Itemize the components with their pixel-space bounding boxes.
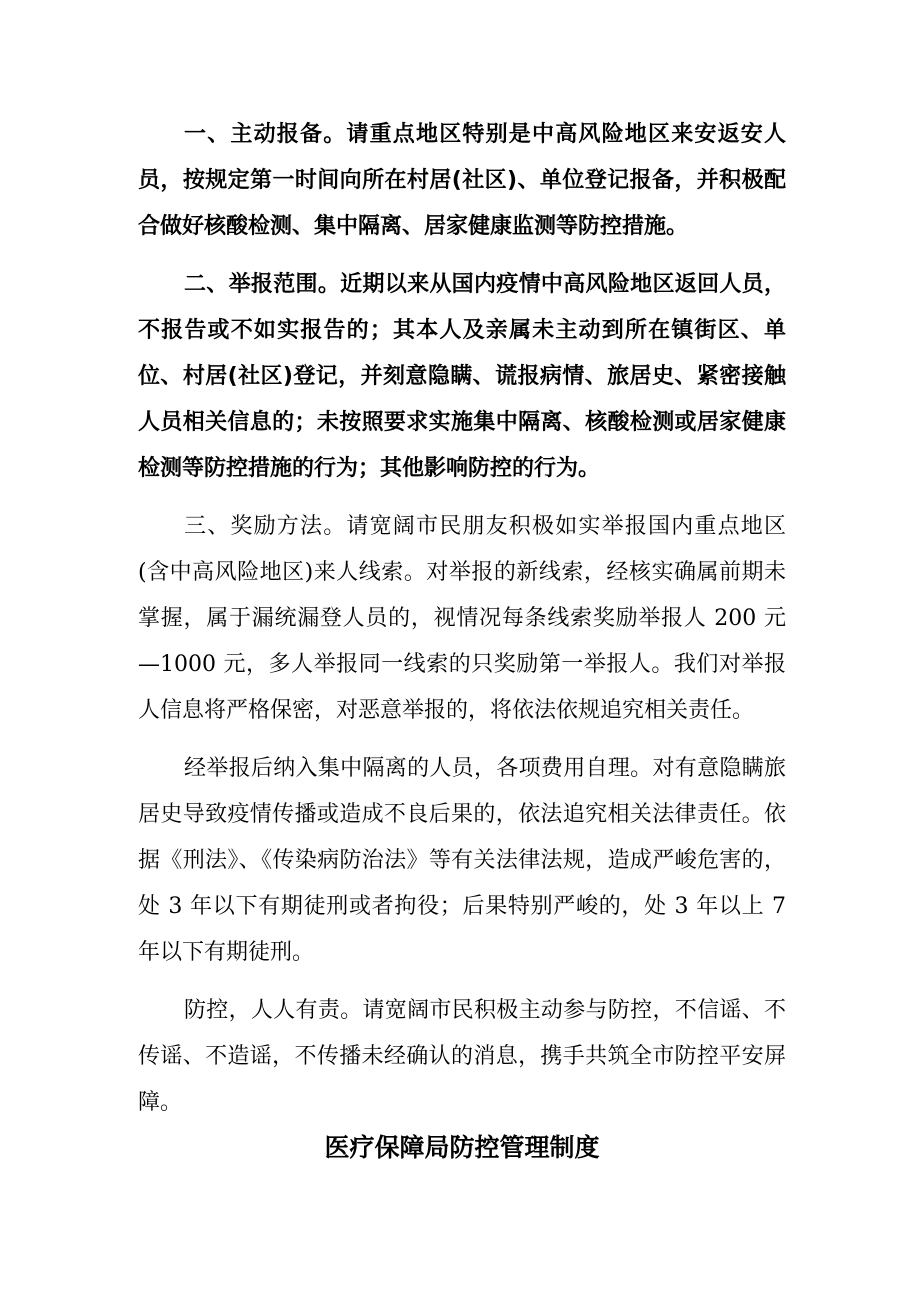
paragraph-reward-method: 三、奖励方法。请宽阔市民朋友积极如实举报国内重点地区(含中高风险地区)来人线索。对举报的新线索，经核实确属前期未掌握，属于漏统漏登人员的，视情况每条线索奖励举报人 200 元—1000 元，多人举报同一线索的只奖励第一举报人。我们对举报人信息将严格保密，对恶意举报的，将依法依规追究相关责任。 bbox=[138, 513, 786, 724]
paragraph-report-scope: 二、举报范围。近期以来从国内疫情中高风险地区返回人员，不报告或不如实报告的；其本人及亲属未主动到所在镇街区、单位、村居(社区)登记，并刻意隐瞒、谎报病情、旅居史、紧密接触人员相关信息的；未按照要求实施集中隔离、核酸检测或居家健康检测等防控措施的行为；其他影响防控的行为。 bbox=[138, 271, 786, 482]
document-title: 医疗保障局防控管理制度 bbox=[324, 1133, 600, 1162]
paragraph-report-filing: 一、主动报备。请重点地区特别是中高风险地区来安返安人员，按规定第一时间向所在村居(社区)、单位登记报备，并积极配合做好核酸检测、集中隔离、居家健康监测等防控措施。 bbox=[138, 122, 786, 240]
document-body bbox=[138, 112, 786, 1137]
paragraph-legal-liability: 经举报后纳入集中隔离的人员，各项费用自理。对有意隐瞒旅居史导致疫情传播或造成不良后果的，依法追究相关法律责任。依据《刑法》、《传染病防治法》等有关法律法规，造成严峻危害的，处 3 年以下有期徒刑或者拘役；后果特别严峻的，处 3 年以上 7 年以下有期徒刑。 bbox=[138, 755, 786, 966]
paragraph-shared-responsibility: 防控，人人有责。请宽阔市民积极主动参与防控，不信谣、不传谣、不造谣，不传播未经确认的消息，携手共筑全市防控平安屏障。 bbox=[138, 997, 786, 1116]
